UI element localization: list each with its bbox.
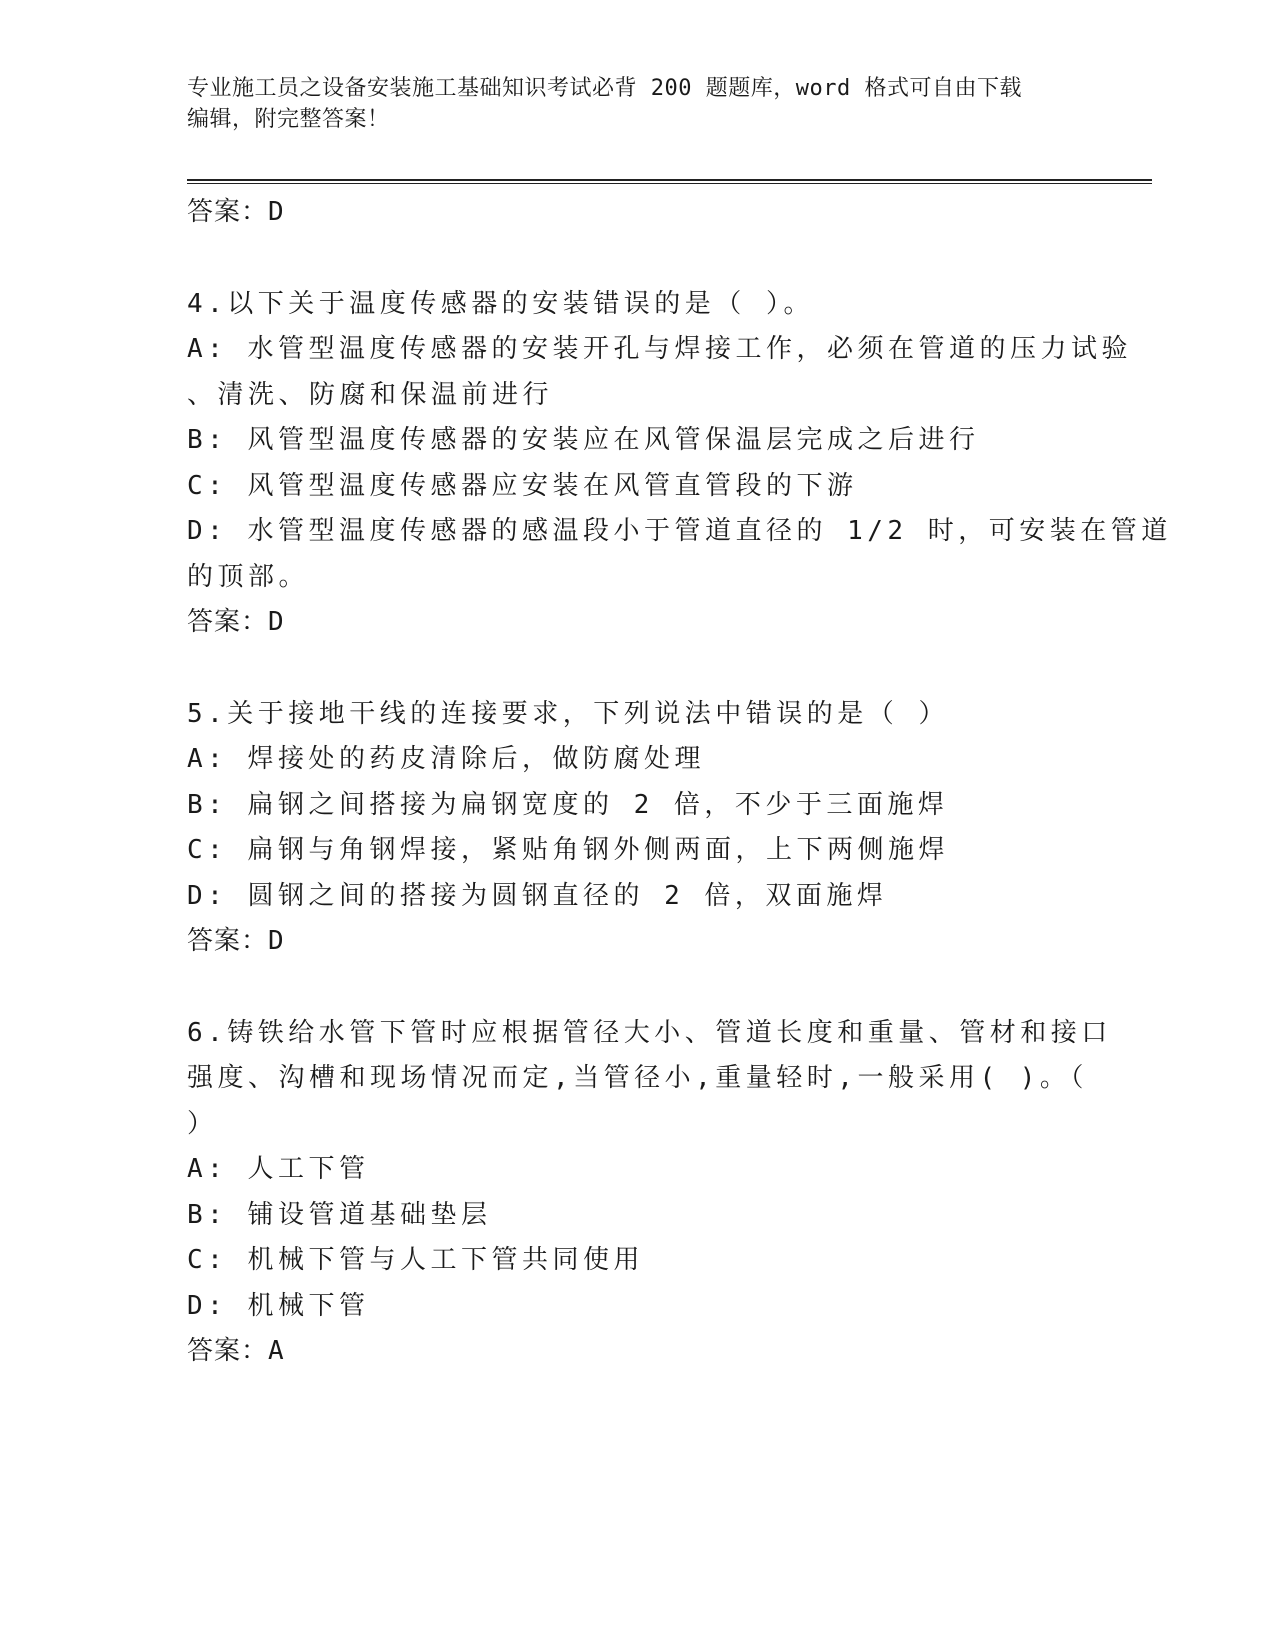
- question-stem-continued: ）: [187, 1108, 218, 1139]
- question-stem: 5.关于接地干线的连接要求，下列说法中错误的是（ ）: [187, 698, 949, 729]
- header-divider: [187, 179, 1152, 184]
- option-c: C: 扁钢与角钢焊接，紧贴角钢外侧两面，上下两侧施焊: [187, 835, 949, 865]
- option-c: C: 机械下管与人工下管共同使用: [187, 1245, 644, 1275]
- option-d: D: 圆钢之间的搭接为圆钢直径的 2 倍，双面施焊: [187, 880, 888, 911]
- header-title-line-1: 专业施工员之设备安装施工基础知识考试必背 200 题题库，word 格式可自由下载: [187, 76, 1022, 101]
- option-b: B: 铺设管道基础垫层: [187, 1199, 492, 1230]
- option-d-continued: 的顶部。: [187, 561, 310, 592]
- answer-line: 答案：D: [187, 607, 285, 637]
- page-header: [187, 73, 1067, 135]
- option-b: B: 风管型温度传感器的安装应在风管保温层完成之后进行: [187, 425, 980, 455]
- answer-line: 答案：A: [187, 1336, 285, 1366]
- spacer: [187, 646, 1087, 692]
- spacer: [187, 965, 1087, 1011]
- option-a: A: 人工下管: [187, 1154, 370, 1184]
- question-list: [187, 190, 1172, 1375]
- option-d: D: 水管型温度传感器的感温段小于管道直径的 1/2 时，可安装在管道: [187, 516, 1172, 546]
- question-block: [187, 282, 1172, 646]
- header-title-line-2: 编辑，附完整答案！: [187, 107, 390, 132]
- question-stem-continued: 强度、沟槽和现场情况而定,当管径小,重量轻时,一般采用( )。（: [187, 1063, 1088, 1093]
- answer-line: 答案：D: [187, 197, 285, 227]
- answer-line: 答案：D: [187, 926, 285, 956]
- option-b: B: 扁钢之间搭接为扁钢宽度的 2 倍，不少于三面施焊: [187, 789, 949, 820]
- option-c: C: 风管型温度传感器应安装在风管直管段的下游: [187, 470, 858, 501]
- question-stem: 4.以下关于温度传感器的安装错误的是（ ）。: [187, 288, 814, 319]
- question-block: [187, 692, 1087, 965]
- option-a-continued: 、清洗、防腐和保温前进行: [187, 379, 554, 410]
- spacer: [187, 236, 1087, 282]
- option-a: A: 水管型温度传感器的安装开孔与焊接工作，必须在管道的压力试验: [187, 334, 1132, 364]
- question-block: [187, 1011, 1112, 1375]
- option-a: A: 焊接处的药皮清除后，做防腐处理: [187, 744, 705, 774]
- option-d: D: 机械下管: [187, 1290, 370, 1321]
- question-stem: 6.铸铁给水管下管时应根据管径大小、管道长度和重量、管材和接口: [187, 1017, 1112, 1048]
